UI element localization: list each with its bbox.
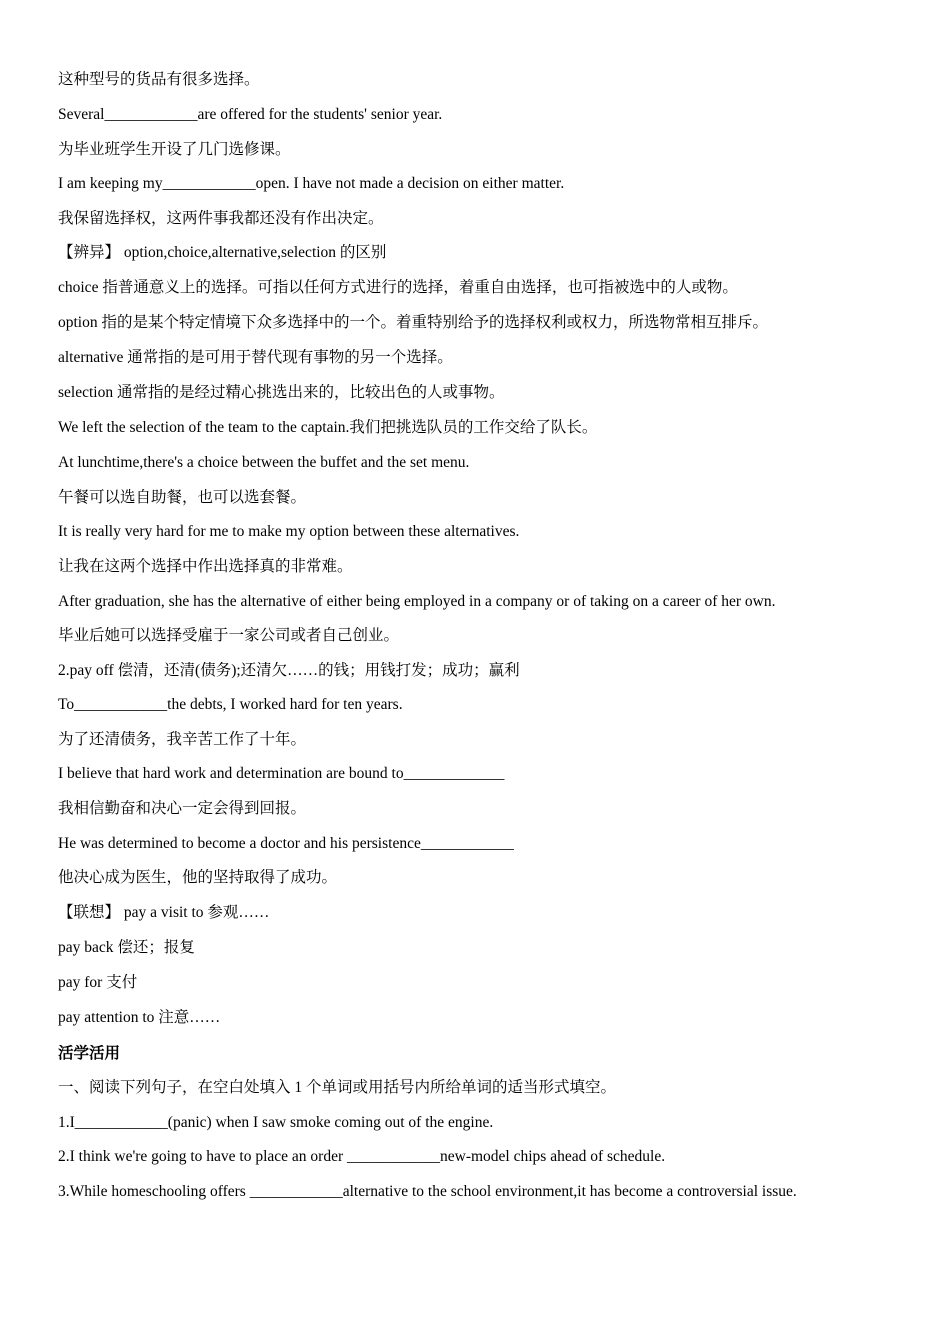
text-line: He was determined to become a doctor and his persistence____________: [58, 835, 514, 852]
text-line: selection 通常指的是经过精心挑选出来的，比较出色的人或事物。: [58, 384, 505, 401]
text-line: 这种型号的货品有很多选择。: [58, 71, 260, 88]
exercise-item: 1.I____________(panic) when I saw smoke coming out of the engine.: [58, 1114, 494, 1131]
text-line: 让我在这两个选择中作出选择真的非常难。: [58, 558, 353, 575]
exercise-instructions: 一、阅读下列句子，在空白处填入 1 个单词或用括号内所给单词的适当形式填空。: [58, 1079, 617, 1096]
exercise-item: 3.While homeschooling offers ____________alternative to the school environment,it has become a controversial issue.: [58, 1183, 797, 1200]
text-line: It is really very hard for me to make my option between these alternatives.: [58, 523, 520, 540]
text-line: At lunchtime,there's a choice between the buffet and the set menu.: [58, 454, 470, 471]
text-line: Several____________are offered for the students' senior year.: [58, 106, 443, 123]
text-line: pay for 支付: [58, 974, 138, 991]
text-line: pay back 偿还；报复: [58, 939, 195, 956]
association-heading: 【联想】 pay a visit to 参观……: [58, 904, 270, 921]
text-line: 毕业后她可以选择受雇于一家公司或者自己创业。: [58, 627, 400, 644]
text-line: choice 指普通意义上的选择。可指以任何方式进行的选择，着重自由选择，也可指被选中的人或物。: [58, 279, 738, 296]
text-line: I am keeping my____________open. I have not made a decision on either matter.: [58, 175, 565, 192]
text-line: 为了还清债务，我辛苦工作了十年。: [58, 731, 307, 748]
text-line: I believe that hard work and determination are bound to_____________: [58, 765, 505, 782]
text-line: option 指的是某个特定情境下众多选择中的一个。着重特别给予的选择权利或权力，所选物常相互排斥。: [58, 314, 768, 331]
text-line: After graduation, she has the alternative of either being employed in a company or of taking on a career of her own.: [58, 593, 776, 610]
text-line: To____________the debts, I worked hard for ten years.: [58, 696, 403, 713]
text-line: 我保留选择权，这两件事我都还没有作出决定。: [58, 210, 384, 227]
text-line: alternative 通常指的是可用于替代现有事物的另一个选择。: [58, 349, 453, 366]
distinction-heading: 【辨异】 option,choice,alternative,selection 的区别: [58, 244, 387, 261]
text-line: 午餐可以选自助餐，也可以选套餐。: [58, 489, 307, 506]
exercise-item: 2.I think we're going to have to place an order ____________new-model chips ahead of schedule.: [58, 1148, 666, 1165]
text-line: We left the selection of the team to the captain.我们把挑选队员的工作交给了队长。: [58, 419, 598, 436]
section-title: 活学活用: [58, 1045, 121, 1062]
text-line: 他决心成为医生，他的坚持取得了成功。: [58, 869, 338, 886]
text-line: pay attention to 注意……: [58, 1009, 221, 1026]
text-line: 为毕业班学生开设了几门选修课。: [58, 141, 291, 158]
text-line: 我相信勤奋和决心一定会得到回报。: [58, 800, 307, 817]
phrase-heading: 2.pay off 偿清，还清(债务);还清欠……的钱；用钱打发；成功；赢利: [58, 662, 520, 679]
